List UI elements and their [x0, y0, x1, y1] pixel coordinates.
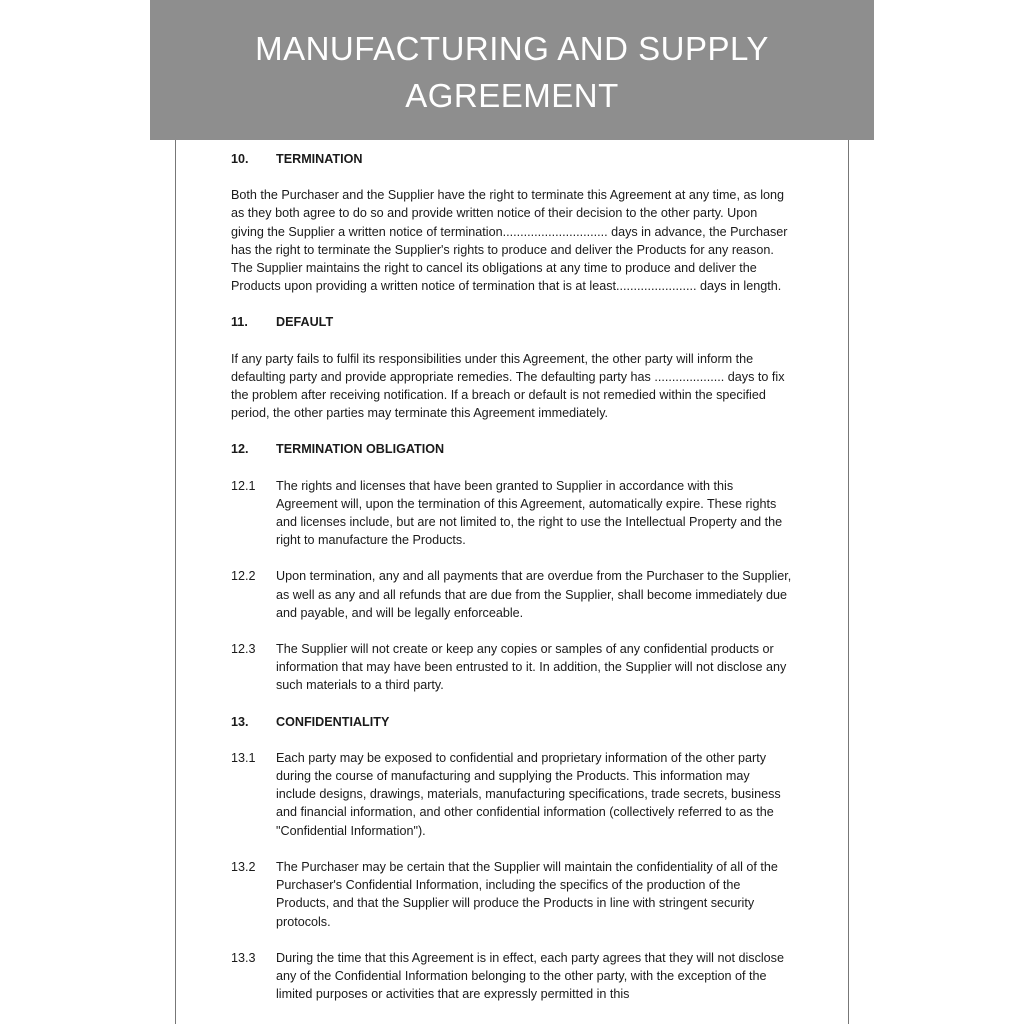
clause-13-2 — [231, 858, 793, 931]
clause-text: Each party may be exposed to confidential and proprietary information of the other party during the course of manufacturing and supplying the Products. This information may include designs, drawings, materials, manufacturing specifications, trade secrets, business and financial information, and other confidential information (collectively referred to as the "Confidential Information"). — [276, 750, 781, 838]
clause-text: During the time that this Agreement is in effect, each party agrees that they will not disclose any of the Confidential Information belonging to the other party, with the exception of the limited purposes or activities that are expressly permitted in this — [276, 950, 784, 1002]
document-title: MANUFACTURING AND SUPPLY AGREEMENT — [255, 30, 769, 114]
document-body — [231, 150, 793, 1021]
section-heading-confidentiality — [231, 713, 793, 731]
section-paragraph: Both the Purchaser and the Supplier have the right to terminate this Agreement at any time, as long as they both agree to do so and provide written notice of their decision to the other party. Upon giving the Supplier a written notice of termination.............................. days in advance, the Purchaser has the right to terminate the Supplier's rights to produce and deliver the Products for any reason. The Supplier maintains the right to cancel its obligations at any time to produce and deliver the Products upon providing a written notice of termination that is at least....................... days in length. — [231, 188, 788, 294]
clause-number: 12.3 — [231, 642, 256, 657]
section-paragraph: If any party fails to fulfil its responsibilities under this Agreement, the other party will inform the defaulting party and provide appropriate remedies. The defaulting party has .................... days to fix the problem after receiving notification. If a breach or default is not remedied within the specified period, the other parties may terminate this Agreement immediately. — [231, 351, 785, 421]
section-title: TERMINATION OBLIGATION — [276, 442, 445, 457]
clause-number: 13.2 — [231, 859, 256, 874]
section-number: 10. — [231, 152, 249, 166]
clause-text: The rights and licenses that have been granted to Supplier in accordance with this Agreement will, upon the termination of this Agreement, automatically expire. These rights and licenses include, but are not limited to, the right to use the Intellectual Property and the right to manufacture the Products. — [276, 478, 783, 548]
section-title: DEFAULT — [276, 315, 334, 330]
section-heading-termination — [231, 150, 793, 168]
title-banner — [150, 0, 874, 140]
section-heading-termination-obligation — [231, 440, 793, 458]
clause-number: 12.2 — [231, 569, 256, 584]
section-number: 13. — [231, 714, 249, 729]
clause-12-2 — [231, 567, 793, 622]
section-heading-default — [231, 313, 793, 331]
section-number: 12. — [231, 442, 249, 457]
clause-number: 12.1 — [231, 478, 256, 493]
clause-text: The Supplier will not create or keep any copies or samples of any confidential products or information that may have been entrusted to it. In addition, the Supplier will not disclose any such materials to a third party. — [276, 642, 787, 693]
clause-12-3 — [231, 640, 793, 695]
section-title: CONFIDENTIALITY — [276, 714, 390, 729]
clause-12-1 — [231, 477, 793, 550]
section-title: TERMINATION — [276, 152, 363, 166]
clause-13-1 — [231, 749, 793, 840]
clause-number: 13.3 — [231, 950, 256, 965]
clause-text: Upon termination, any and all payments that are overdue from the Purchaser to the Supplier, as well as any and all refunds that are due from the Supplier, shall become immediately due and payable, and will be legally enforceable. — [276, 569, 792, 620]
clause-text: The Purchaser may be certain that the Supplier will maintain the confidentiality of all of the Purchaser's Confidential Information, including the specifics of the production of the Products, and that the Supplier will produce the Products in line with stringent security protocols. — [276, 859, 778, 929]
clause-13-3 — [231, 949, 793, 1004]
clause-number: 13.1 — [231, 750, 256, 765]
section-number: 11. — [231, 315, 248, 330]
